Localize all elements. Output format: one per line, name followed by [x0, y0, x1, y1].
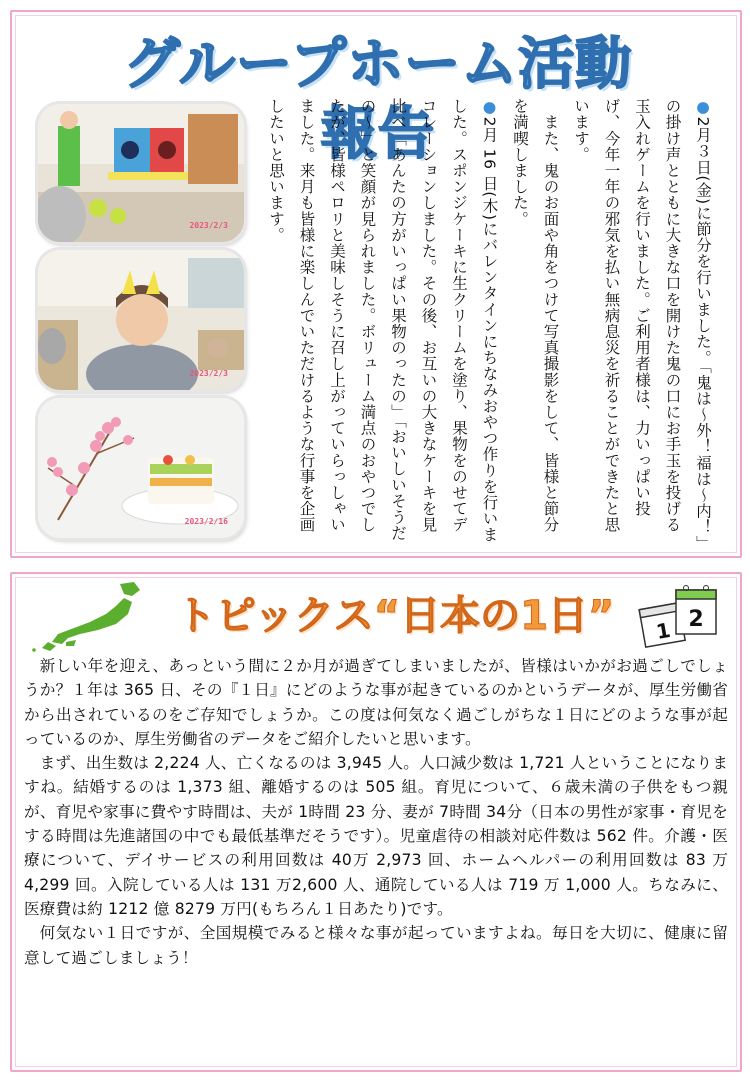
page-title: グループホーム活動報告: [123, 32, 633, 167]
report-paragraph: また、鬼のお面や角をつけて写真撮影をして、皆様と節分を満喫しました。: [511, 98, 560, 533]
valentine-cake-photo: [38, 398, 244, 538]
photo-date-stamp: 2023/2/16: [184, 517, 228, 526]
calendar-icon: [636, 580, 722, 650]
calendar-digit-2: 2: [688, 607, 704, 632]
topics-paragraph: 新しい年を迎え、あっという間に２か月が過ぎてしまいましたが、皆様はいかがお過ごしでしょうか？１年は 365 日、その『１日』にどのような事が起きているのかというデータが、厚生労働省から出されているのをご存知でしょうか。この度は何気なく過ごしがちな１日にどのような事が起っているのか、厚生労働省のデータをご紹介したいと思います。: [24, 657, 729, 748]
topics-paragraph: まず、出生数は 2,224 人、亡くなるのは 3,945 人。人口減少数は 1,721 人ということになりますね。結婚するのは 1,373 組、離婚するのは 505 組。育児について、６歳未満の子供をもつ親が、育児や家事に費やす時間は、夫が 1時間 23 分、妻が 7時間 34分（日本の男性が家事・育児をする時間は先進諸国の中でも最低基準だそうです）。児童虐待の相談対応件数は 562 件。介護・医療について、デイサービスの利用回数は 40万 2,973 回、ホームヘルパーの利用回数は 83 万 4,299 回。入院している人は 131 万2,600 人、通院している人は 719 万 1,000 人。ちなみに、医療費は約 1212 億 8279 万円(もちろん１日あたり)です。: [24, 754, 728, 918]
setsubun-game-photo: [38, 104, 244, 242]
photo-date-stamp: 2023/2/3: [189, 369, 228, 378]
photo-date-stamp: 2023/2/3: [189, 221, 228, 230]
japan-map-icon: [28, 580, 148, 652]
bullet-icon: ●: [480, 98, 499, 117]
topics-paragraph: 何気ない１日ですが、全国規模でみると様々な事が起っていますよね。毎日を大切に、健康に留意して過ごしましょう！: [24, 924, 728, 967]
topics-title: トピックス“日本の1日”: [175, 593, 615, 639]
bullet-icon: ●: [694, 98, 712, 117]
report-paragraph: ●2月 16 日(木)にバレンタインにちなみおやつ作りを行いました。スポンジケーキに生クリームを塗り、果物をのせてデコレーションしました。その後、お互いの大きなケーキを見比べ「あんたの方がいっぱい果物のったの」「おいしいそうだの～」と笑顔が見られました。ボリューム満点のおやつでしたが、皆様ペロリと美味しそうに召し上がっていらっしゃいました。来月も皆様に楽しんでいただけるような行事を企画したいと思います。: [267, 98, 499, 543]
resident-photo: [38, 250, 244, 390]
activity-report-text: [262, 98, 718, 548]
topics-body: [24, 654, 728, 970]
report-paragraph: ●2月３日(金)に節分を行いました。「鬼は～外！福は～内！」の掛け声とともに大きな口を開けた鬼の口にお手玉を投げる玉入れゲームを行いました。ご利用者様は、力いっぱい投げ、今年一年の邪気を払い無病息災を祈ることができたと思います。: [572, 98, 712, 544]
calendar-digit-1: 1: [654, 617, 673, 644]
